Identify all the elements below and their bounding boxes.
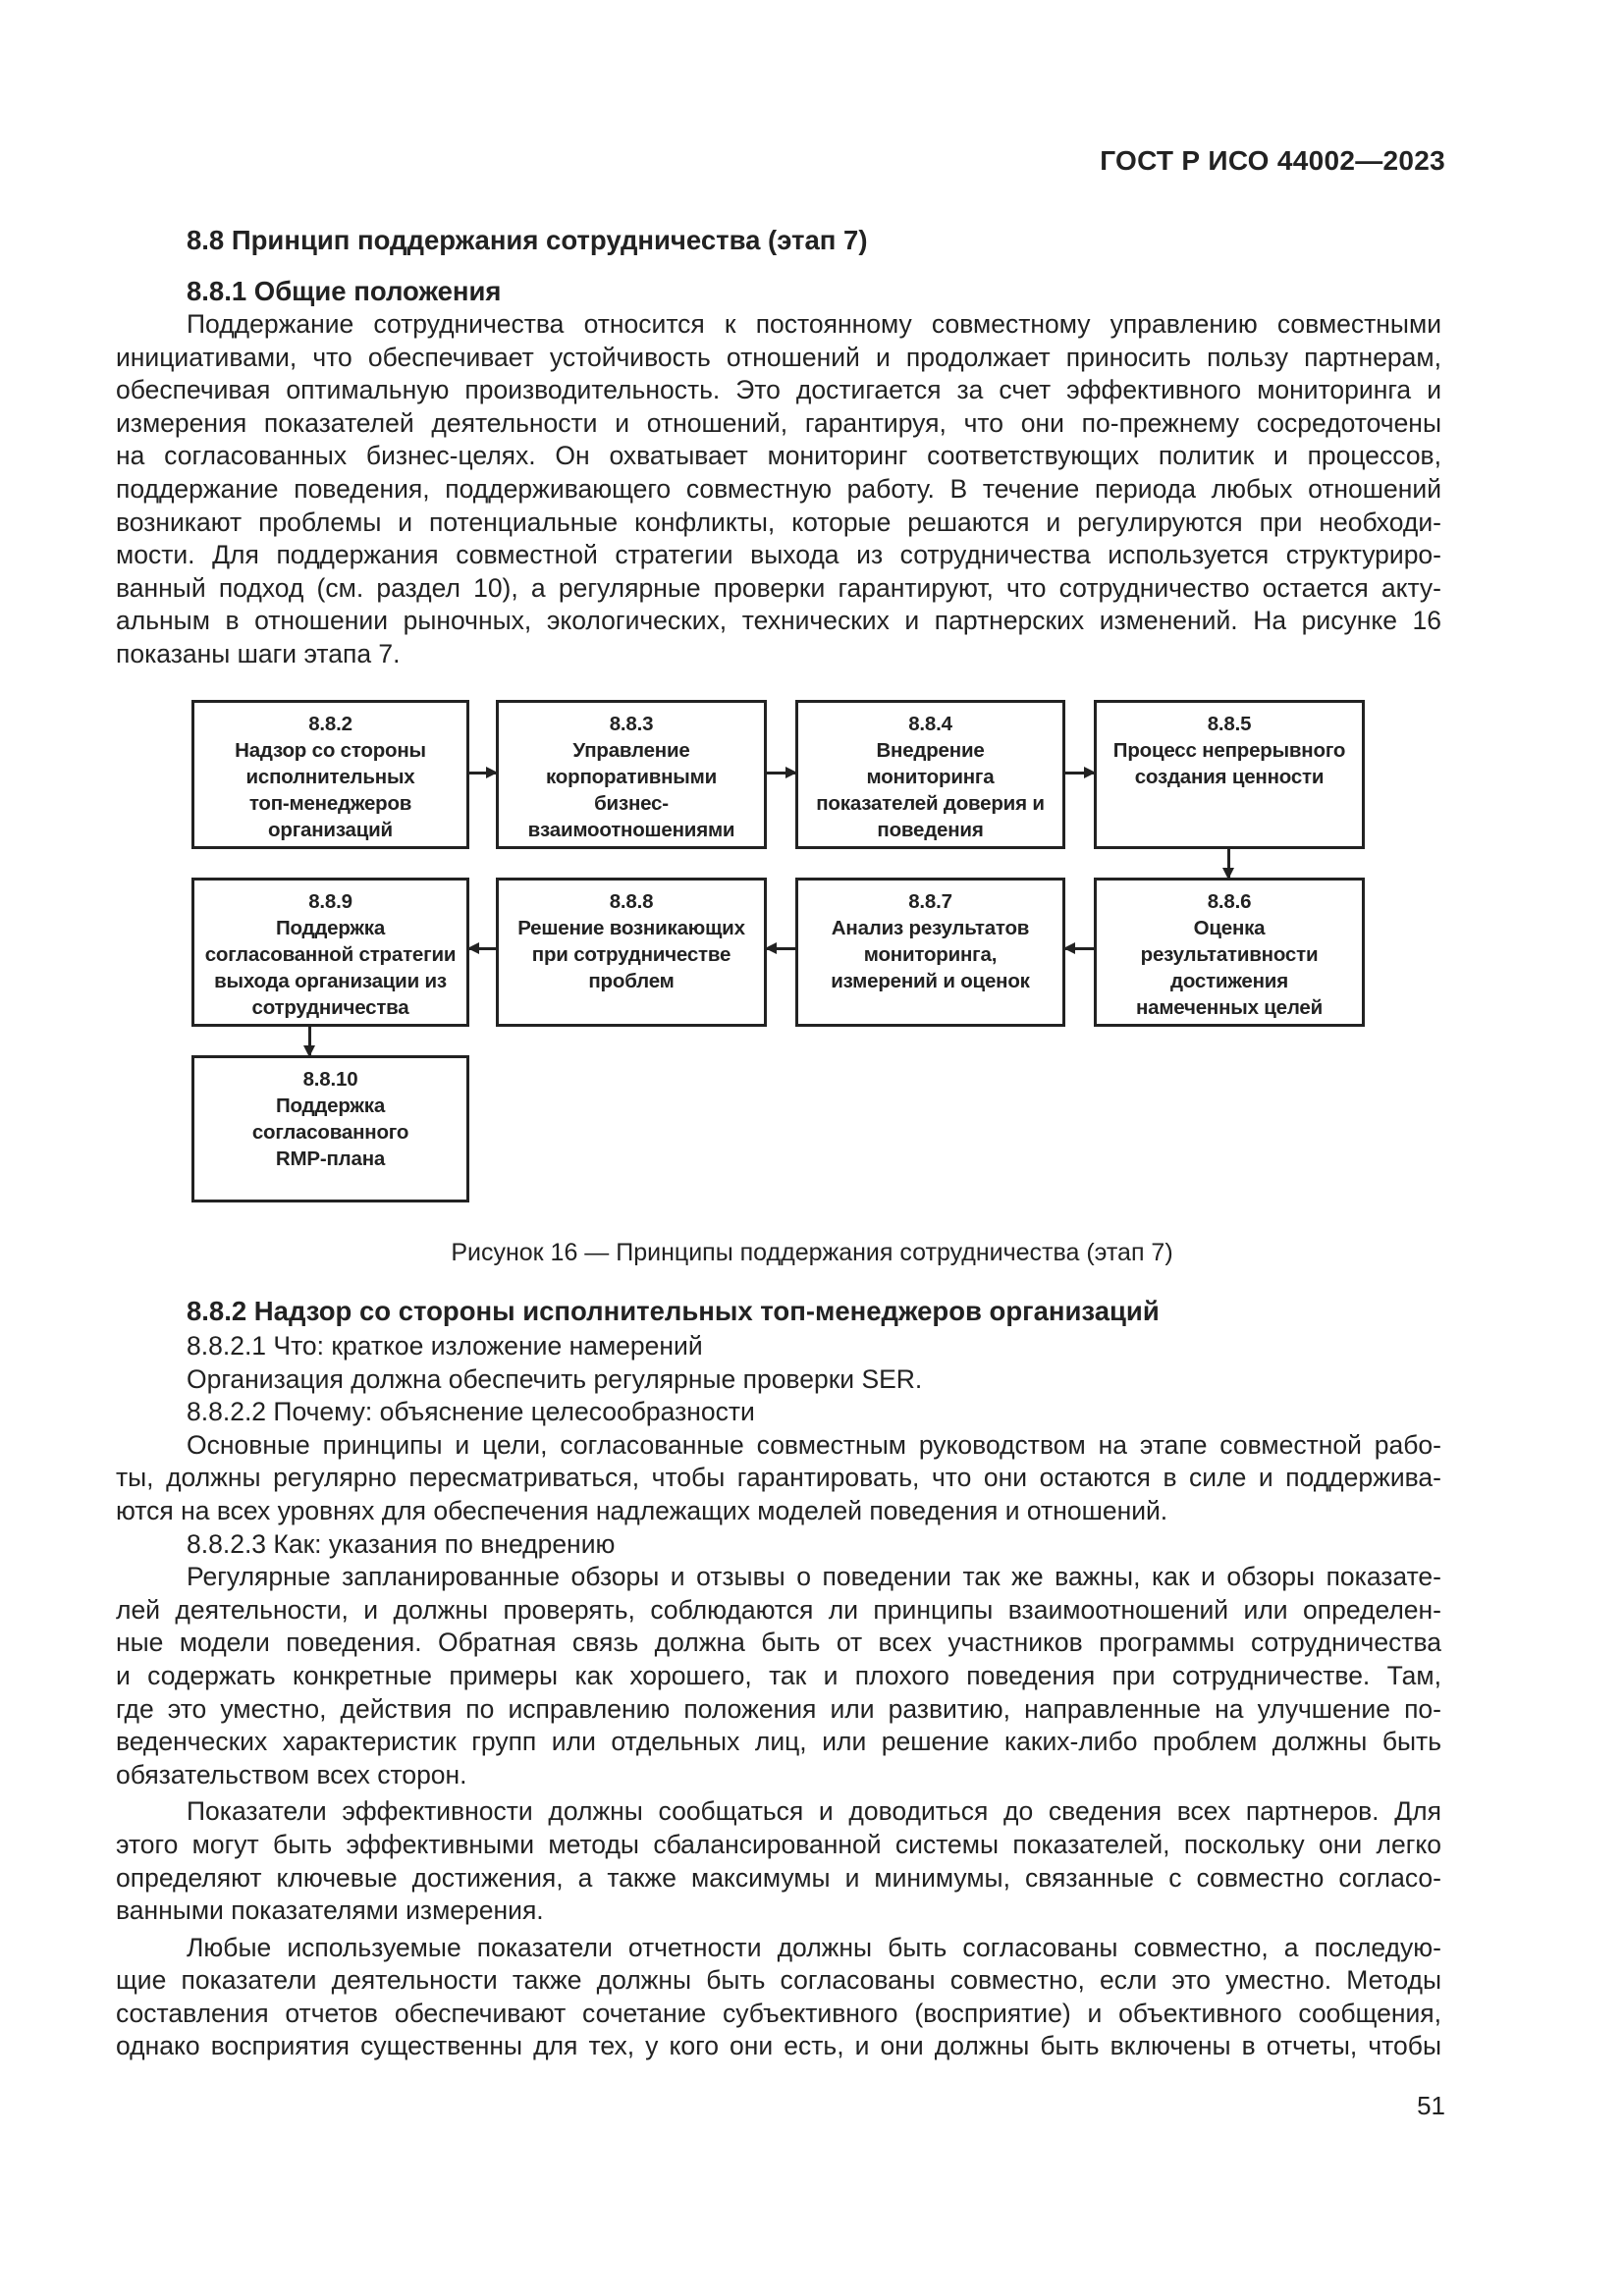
text-line: поддержание поведения, поддерживающего совместную работу. В течение периода любых отношений: [116, 473, 1441, 504]
diagram-box-8-8-6: [1094, 878, 1365, 1027]
box-text: результативности: [1140, 943, 1319, 966]
box-text: Решение возникающих: [517, 917, 745, 939]
section-heading: 8.8 Принцип поддержания сотрудничества (этап 7): [187, 225, 868, 255]
text-line: обеспечивая оптимальную производительность. Это достигается за счет эффективного мониторинга и: [116, 375, 1441, 405]
arrow-down-icon: [1227, 849, 1230, 878]
box-text: мониторинга,: [863, 943, 998, 966]
what-text: Организация должна обеспечить регулярные проверки SER.: [187, 1363, 923, 1394]
text-line: щие показатели деятельности также должны быть согласованы совместно, если это уместно. Методы: [116, 1965, 1441, 1996]
diagram-box-8-8-2: [191, 700, 469, 849]
text-line: ванный подход (см. раздел 10), а регулярные проверки гарантируют, что сотрудничество остается акту-: [116, 572, 1441, 603]
text-line: возникают проблемы и потенциальные конфликты, которые решаются и регулируются при необходи-: [116, 507, 1441, 537]
intro-paragraph: [116, 308, 1441, 671]
text-line: составления отчетов обеспечивают сочетание субъективного (восприятие) и объективного сообщения,: [116, 1998, 1441, 2028]
box-text: топ-менеджеров: [248, 792, 412, 815]
arrow-down-icon: [308, 1027, 311, 1055]
box-text: Управление: [572, 739, 690, 762]
box-text: измерений и оценок: [831, 970, 1030, 992]
diagram-box-8-8-9: [191, 878, 469, 1027]
subsection-882-heading: 8.8.2 Надзор со стороны исполнительных топ-менеджеров организаций: [187, 1296, 1160, 1326]
box-text: организаций: [268, 819, 393, 841]
arrow-right-icon: [1065, 772, 1094, 774]
text-line: ные модели поведения. Обратная связь должна быть от всех участников программы сотрудничества: [116, 1628, 1441, 1658]
text-line: показаны шаги этапа 7.: [116, 638, 401, 668]
subsection-heading: 8.8.1 Общие положения: [187, 276, 502, 306]
box-text: поведения: [877, 819, 984, 841]
subsection-882-body: [116, 1330, 1441, 2063]
box-text: исполнительных: [245, 766, 415, 788]
text-line: Регулярные запланированные обзоры и отзывы о поведении так же важны, как и обзоры показате-: [187, 1562, 1441, 1592]
text-line: ванными показателями измерения.: [116, 1896, 544, 1926]
standard-header: ГОСТ Р ИСО 44002—2023: [1100, 145, 1445, 176]
box-text: взаимоотношениями: [527, 819, 735, 841]
diagram-box-8-8-10: [191, 1055, 469, 1202]
text-line: измерения показателей деятельности и отношений, гарантируя, что они по-прежнему сосредоточены: [116, 407, 1441, 438]
text-line: Основные принципы и цели, согласованные совместным руководством на этапе совместной рабо-: [187, 1429, 1441, 1460]
text-line: мости. Для поддержания совместной стратегии выхода из сотрудничества используется структуриро-: [116, 540, 1441, 570]
box-number: 8.8.4: [908, 713, 952, 735]
text-line: веденческих характеристик групп или отдельных лиц, или решение каких-либо проблем должны быть: [116, 1727, 1441, 1757]
box-text: RMP-плана: [275, 1148, 386, 1170]
box-number: 8.8.6: [1207, 890, 1252, 913]
box-text: показателей доверия и: [816, 792, 1045, 815]
diagram-box-8-8-4: [795, 700, 1065, 849]
text-line: Поддержание сотрудничества относится к постоянному совместному управлению совместными: [187, 309, 1441, 339]
box-text: намеченных целей: [1135, 996, 1324, 1019]
box-text: Оценка: [1193, 917, 1266, 939]
box-text: согласованной стратегии: [204, 943, 457, 966]
text-line: ты, должны регулярно пересматриваться, чтобы гарантировать, что они остаются в силе и поддержива-: [116, 1463, 1441, 1493]
text-line: лей деятельности, и должны проверять, соблюдаются ли принципы взаимоотношений или определен-: [116, 1594, 1441, 1625]
box-text: корпоративными: [546, 766, 717, 788]
box-number: 8.8.7: [908, 890, 952, 913]
diagram-box-8-8-3: [496, 700, 767, 849]
text-line: этого могут быть эффективными методы сбалансированной системы показателей, поскольку они легко: [116, 1829, 1441, 1859]
text-line: инициативами, что обеспечивает устойчивость отношений и продолжает приносить пользу партнерам,: [116, 342, 1441, 372]
text-line: обязательством всех сторон.: [116, 1759, 467, 1789]
box-text: выхода организации из: [214, 970, 447, 992]
how-label: 8.8.2.3 Как: указания по внедрению: [187, 1528, 616, 1559]
box-text: Процесс непрерывного: [1112, 739, 1346, 762]
text-line: ются на всех уровнях для обеспечения надлежащих моделей поведения и отношений.: [116, 1495, 1168, 1525]
diagram-box-8-8-5: [1094, 700, 1365, 849]
arrow-left-icon: [469, 947, 496, 950]
text-line: и содержать конкретные примеры как хорошего, так и плохого поведения при сотрудничестве. Там,: [116, 1660, 1441, 1690]
box-text: согласованного: [251, 1121, 409, 1144]
box-text: бизнес-: [594, 792, 669, 815]
box-text: сотрудничества: [251, 996, 409, 1019]
box-number: 8.8.2: [308, 713, 352, 735]
box-text: Поддержка: [275, 1095, 386, 1117]
arrow-right-icon: [469, 772, 496, 774]
text-line: Любые используемые показатели отчетности должны быть согласованы совместно, а последую-: [187, 1932, 1441, 1962]
box-number: 8.8.5: [1207, 713, 1252, 735]
text-line: определяют ключевые достижения, а также максимумы и минимумы, связанные с совместно согласо-: [116, 1862, 1441, 1893]
box-number: 8.8.10: [302, 1068, 358, 1091]
box-number: 8.8.3: [609, 713, 654, 735]
text-line: Показатели эффективности должны сообщаться и доводиться до сведения всех партнеров. Для: [187, 1796, 1441, 1827]
text-line: однако восприятия существенны для тех, у кого они есть, и они должны быть включены в отчеты, чтобы: [116, 2031, 1441, 2061]
box-text: Анализ результатов: [831, 917, 1030, 939]
why-label: 8.8.2.2 Почему: объяснение целесообразности: [187, 1397, 755, 1427]
figure-caption: Рисунок 16 — Принципы поддержания сотрудничества (этап 7): [451, 1239, 1173, 1266]
box-text: при сотрудничестве: [531, 943, 731, 966]
arrow-right-icon: [767, 772, 795, 774]
box-text: создания ценности: [1134, 766, 1325, 788]
arrow-left-icon: [1065, 947, 1094, 950]
page-number: 51: [1417, 2091, 1445, 2120]
box-text: мониторинга: [866, 766, 995, 788]
box-text: достижения: [1170, 970, 1288, 992]
box-text: Поддержка: [275, 917, 386, 939]
box-text: Внедрение: [876, 739, 985, 762]
what-label: 8.8.2.1 Что: краткое изложение намерений: [187, 1331, 703, 1361]
diagram-box-8-8-8: [496, 878, 767, 1027]
box-text: проблем: [588, 970, 675, 992]
arrow-left-icon: [767, 947, 795, 950]
box-number: 8.8.9: [308, 890, 352, 913]
text-line: где это уместно, действия по исправлению положения или развитию, направленные на улучшение по-: [116, 1693, 1441, 1724]
text-line: на согласованных бизнес-целях. Он охватывает мониторинг соответствующих политик и процессов,: [116, 441, 1441, 471]
diagram-box-8-8-7: [795, 878, 1065, 1027]
box-text: Надзор со стороны: [235, 739, 426, 762]
text-line: альным в отношении рыночных, экологических, технических и партнерских изменений. На рисунке 16: [116, 606, 1441, 636]
box-number: 8.8.8: [609, 890, 654, 913]
